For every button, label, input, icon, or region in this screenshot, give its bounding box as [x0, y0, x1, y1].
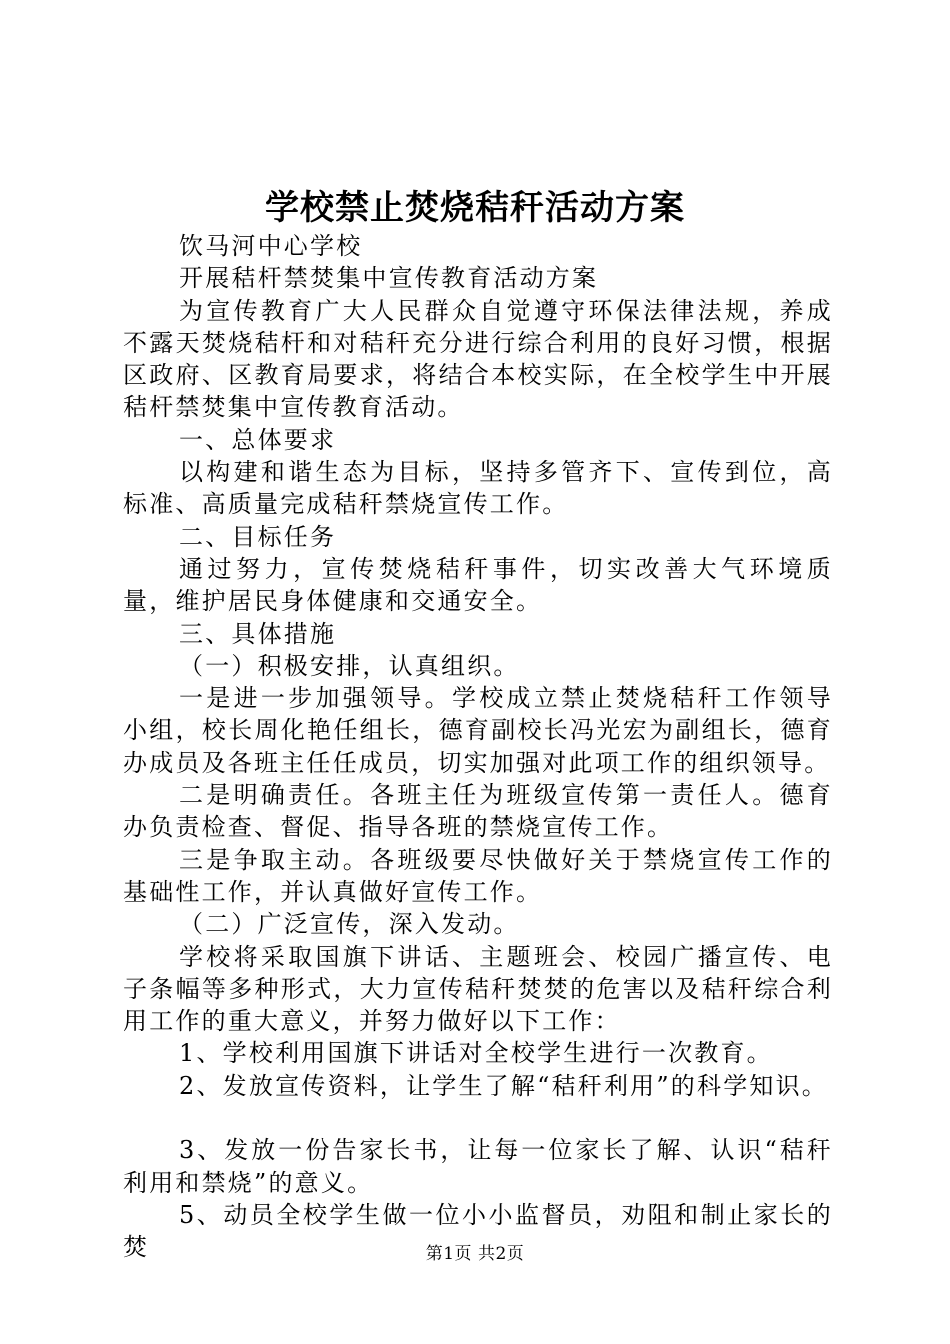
list-item-1: 1、学校利用国旗下讲话对全校学生进行一次教育。 — [179, 1039, 773, 1068]
section-heading-goal: 二、目标任务 — [179, 522, 337, 551]
school-name: 饮马河中心学校 — [179, 232, 363, 260]
overall-paragraph: 以构建和谐生态为目标，坚持多管齐下、宣传到位，高标准、高质量完成秸秆禁烧宣传工作。 — [123, 458, 833, 519]
page-number: 第1页 共2页 — [425, 1244, 525, 1264]
section-heading-overall: 一、总体要求 — [179, 425, 337, 454]
goal-paragraph: 通过努力，宣传焚烧秸秆事件，切实改善大气环境质量，维护居民身体健康和交通安全。 — [123, 554, 833, 616]
list-item-3: 3、发放一份告家长书，让每一位家长了解、认识“秸秆利用和禁烧”的意义。 — [123, 1136, 833, 1197]
intro-paragraph: 为宣传教育广大人民群众自觉遵守环保法律法规，养成不露天焚烧秸杆和对秸秆充分进行综合利用的良好习惯，根据区政府、区教育局要求，将结合本校实际，在全校学生中开展秸杆禁焚集中宣传教育活动。 — [123, 296, 833, 422]
publicity-paragraph: 学校将采取国旗下讲话、主题班会、校园广播宣传、电子条幅等多种形式，大力宣传秸秆焚焚的危害以及秸秆综合利用工作的重大意义，并努力做好以下工作： — [123, 942, 833, 1036]
plan-subtitle: 开展秸杆禁焚集中宣传教育活动方案 — [179, 264, 599, 293]
list-item-2: 2、发放宣传资料，让学生了解“秸秆利用”的科学知识。 — [179, 1071, 829, 1100]
document-title: 学校禁止焚烧秸秆活动方案 — [265, 188, 685, 228]
section-heading-measures: 三、具体措施 — [179, 619, 337, 648]
subsection-heading-1: （一）积极安排，认真组织。 — [179, 651, 520, 680]
measure-paragraph-3: 三是争取主动。各班级要尽快做好关于禁烧宣传工作的基础性工作，并认真做好宣传工作。 — [123, 845, 833, 906]
measure-paragraph-2: 二是明确责任。各班主任为班级宣传第一责任人。德育办负责检查、督促、指导各班的禁烧宣传工作。 — [123, 781, 833, 842]
list-item-5: 5、动员全校学生做一位小小监督员，劝阻和制止家长的焚 — [123, 1200, 833, 1262]
document-body — [123, 230, 833, 1264]
page-footer — [0, 1242, 950, 1266]
measure-paragraph-1: 一是进一步加强领导。学校成立禁止焚烧秸秆工作领导小组，校长周化艳任组长，德育副校长冯光宏为副组长，德育办成员及各班主任任成员，切实加强对此项工作的组织领导。 — [123, 684, 833, 777]
subsection-heading-2: （二）广泛宣传，深入发动。 — [179, 910, 520, 939]
